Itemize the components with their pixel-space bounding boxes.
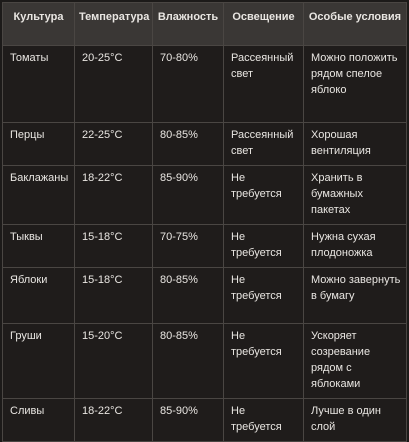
cell-temperature: 22-25°C: [75, 123, 153, 166]
cell-humidity: 80-85%: [153, 123, 224, 166]
cell-culture: Яблоки: [3, 268, 75, 324]
cell-lighting: Не требуется: [224, 399, 304, 442]
cell-humidity: 85-90%: [153, 166, 224, 225]
cell-humidity: 85-90%: [153, 399, 224, 442]
column-header-temperature: Температура: [75, 3, 153, 46]
cell-temperature: 18-22°C: [75, 166, 153, 225]
cell-lighting: Рассеянный свет: [224, 123, 304, 166]
cell-special-conditions: Хорошая вентиляция: [304, 123, 407, 166]
table-row: [3, 166, 407, 225]
cell-culture: Тыквы: [3, 225, 75, 268]
cell-special-conditions: Лучше в один слой: [304, 399, 407, 442]
column-header-culture: Культура: [3, 3, 75, 46]
cell-special-conditions: Можно положить рядом спелое яблоко: [304, 46, 407, 123]
cell-humidity: 80-85%: [153, 268, 224, 324]
cell-lighting: Не требуется: [224, 166, 304, 225]
cell-lighting: Рассеянный свет: [224, 46, 304, 123]
cell-humidity: 80-85%: [153, 324, 224, 399]
cell-temperature: 15-20°C: [75, 324, 153, 399]
cell-special-conditions: Ускоряет созревание рядом с яблоками: [304, 324, 407, 399]
cell-temperature: 18-22°C: [75, 399, 153, 442]
cell-humidity: 70-80%: [153, 46, 224, 123]
cell-temperature: 15-18°C: [75, 225, 153, 268]
column-header-lighting: Освещение: [224, 3, 304, 46]
cell-lighting: Не требуется: [224, 268, 304, 324]
cell-temperature: 15-18°C: [75, 268, 153, 324]
cell-culture: Сливы: [3, 399, 75, 442]
table-row: [3, 268, 407, 324]
table-row: [3, 399, 407, 442]
cell-special-conditions: Нужна сухая плодоножка: [304, 225, 407, 268]
cell-culture: Баклажаны: [3, 166, 75, 225]
table-row: [3, 324, 407, 399]
column-header-special-conditions: Особые условия: [304, 3, 407, 46]
column-header-humidity: Влажность: [153, 3, 224, 46]
storage-conditions-table: [2, 2, 407, 442]
cell-humidity: 70-75%: [153, 225, 224, 268]
cell-culture: Перцы: [3, 123, 75, 166]
cell-culture: Томаты: [3, 46, 75, 123]
table-row: [3, 123, 407, 166]
table-row: [3, 46, 407, 123]
table-row: [3, 225, 407, 268]
cell-culture: Груши: [3, 324, 75, 399]
cell-lighting: Не требуется: [224, 225, 304, 268]
cell-special-conditions: Хранить в бумажных пакетах: [304, 166, 407, 225]
table-header-row: [3, 3, 407, 46]
cell-special-conditions: Можно завернуть в бумагу: [304, 268, 407, 324]
cell-temperature: 20-25°C: [75, 46, 153, 123]
cell-lighting: Не требуется: [224, 324, 304, 399]
